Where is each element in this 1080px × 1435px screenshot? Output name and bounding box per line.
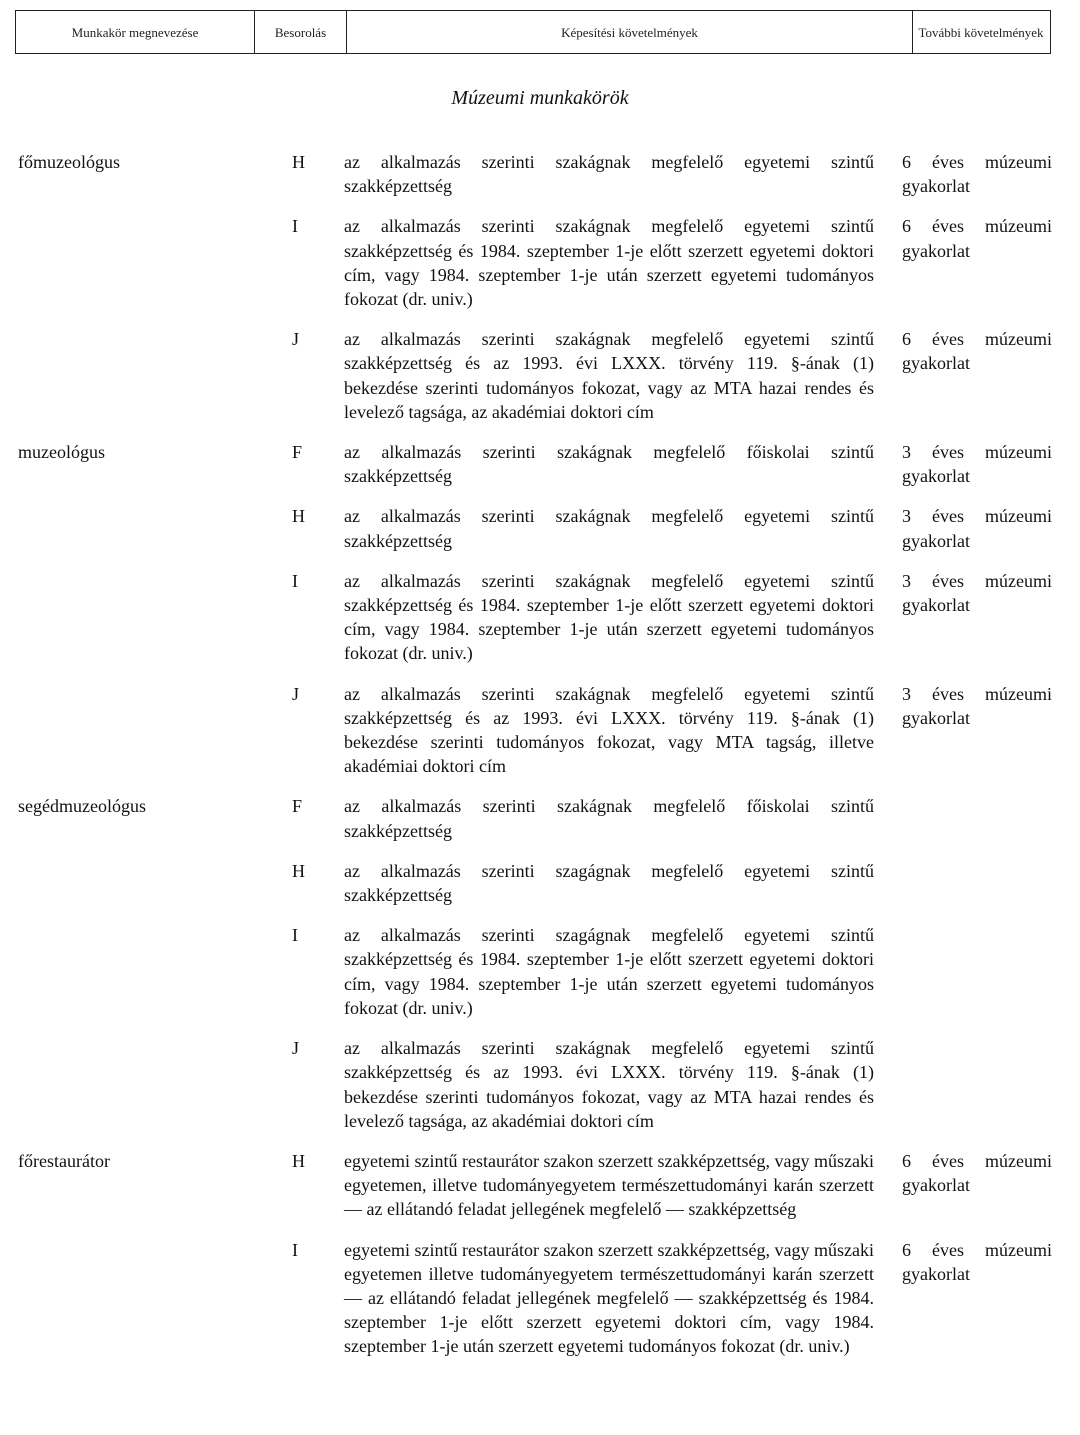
additional-req: 6 éves múzeumi gyakorlat: [902, 1150, 1052, 1196]
qualification: az alkalmazás szerinti szakágnak megfelelő egyetemi szintű szakképzettség és 1984. szeptember 1-je előtt szerzett egyetemi doktori cím, vagy 1984. szeptember 1-je után szerzett egyetemi tudományos fokozat (dr. univ.): [344, 216, 874, 310]
table-row: [0, 1238, 1080, 1359]
job-title: [0, 569, 280, 666]
table-row: [0, 327, 1080, 424]
additional-req: 3 éves múzeumi gyakorlat: [902, 570, 1052, 616]
qualification: az alkalmazás szerinti szakágnak megfelelő egyetemi szintű szakképzettség és az 1993. évi LXXX. törvény 119. §-ának (1) bekezdése szerinti tudományos fokozat, vagy az MTA hazai rendes és levelező tagsága, az akadémiai doktori cím: [344, 1038, 874, 1131]
job-title: muzeológus: [18, 442, 105, 463]
classification: J: [292, 1038, 300, 1059]
job-title: főrestaurátor: [18, 1150, 110, 1171]
job-title: [0, 1238, 280, 1359]
job-title: [0, 327, 280, 424]
table-row: [0, 569, 1080, 666]
classification: J: [292, 329, 300, 350]
qualification: az alkalmazás szerinti szakágnak megfelelő egyetemi szintű szakképzettség: [344, 506, 874, 551]
additional-req: [902, 1036, 1052, 1133]
classification: I: [292, 1239, 298, 1260]
additional-req: 6 éves múzeumi gyakorlat: [902, 329, 1052, 374]
table-row: [0, 440, 1080, 488]
job-title: [0, 1036, 280, 1133]
qualification: az alkalmazás szerinti szakágnak megfelelő egyetemi szintű szakképzettség: [344, 152, 874, 197]
qualification: az alkalmazás szerinti szakágnak megfelelő főiskolai szintű szakképzettség: [344, 796, 874, 841]
table-header: [15, 10, 1051, 54]
job-title: főmuzeológus: [18, 152, 120, 172]
header-classification: Besorolás: [255, 11, 347, 53]
qualification: egyetemi szintű restaurátor szakon szerzett szakképzettség, vagy műszaki egyetemen, illetve tudományegyetem természettudományi karán szerzett — az ellátandó feladat jellegének megfelelő — szakképzettség: [344, 1150, 874, 1220]
job-title: segédmuzeológus: [18, 796, 146, 817]
job-title: [0, 682, 280, 779]
additional-req: 6 éves múzeumi gyakorlat: [902, 1239, 1052, 1284]
header-job-title: Munkakör megnevezése: [16, 11, 255, 53]
table-body: [0, 150, 1080, 1359]
qualification: az alkalmazás szerinti szagágnak megfelelő egyetemi szintű szakképzettség: [344, 860, 874, 906]
additional-req: 6 éves múzeumi gyakorlat: [902, 216, 1052, 261]
classification: J: [292, 683, 300, 704]
classification: I: [292, 216, 298, 237]
table-row: [0, 1149, 1080, 1222]
table-row: [0, 150, 1080, 198]
additional-req: [902, 794, 1052, 842]
header-additional: További követelmények: [918, 24, 1044, 40]
qualification: az alkalmazás szerinti szakágnak megfelelő főiskolai szintű szakképzettség: [344, 442, 874, 487]
classification: F: [292, 796, 303, 817]
table-row: [0, 1036, 1080, 1133]
classification: F: [292, 442, 303, 463]
table-row: [0, 923, 1080, 1020]
table-row: [0, 682, 1080, 779]
qualification: az alkalmazás szerinti szakágnak megfelelő egyetemi szintű szakképzettség és 1984. szeptember 1-je előtt szerzett egyetemi doktori cím, vagy 1984. szeptember 1-je után szerzett egyetemi tudományos fokozat (dr. univ.): [344, 570, 874, 664]
classification: H: [292, 1150, 305, 1171]
classification: I: [292, 570, 298, 591]
table-row: [0, 214, 1080, 311]
classification: H: [292, 506, 305, 527]
table-row: [0, 859, 1080, 907]
qualification: az alkalmazás szerinti szagágnak megfelelő egyetemi szintű szakképzettség és 1984. szeptember 1-je előtt szerzett egyetemi doktori cím, vagy 1984. szeptember 1-je után szerzett egyetemi tudományos fokozat (dr. univ.): [344, 925, 874, 1018]
job-title: [0, 214, 280, 311]
additional-req: [902, 923, 1052, 1020]
job-title: [0, 504, 280, 552]
job-title: [0, 923, 280, 1020]
additional-req: 3 éves múzeumi gyakorlat: [902, 506, 1052, 551]
additional-req: 3 éves múzeumi gyakorlat: [902, 683, 1052, 728]
additional-req: 6 éves múzeumi gyakorlat: [902, 152, 1052, 197]
classification: H: [292, 860, 305, 881]
job-title: [0, 859, 280, 907]
classification: H: [292, 152, 305, 172]
classification: I: [292, 925, 298, 946]
table-row: [0, 794, 1080, 842]
qualification: az alkalmazás szerinti szakágnak megfelelő egyetemi szintű szakképzettség és az 1993. évi LXXX. törvény 119. §-ának (1) bekezdése szerinti tudományos fokozat, vagy MTA tagság, illetve akadémiai doktori cím: [344, 683, 874, 777]
qualification: egyetemi szintű restaurátor szakon szerzett szakképzettség, vagy műszaki egyetemen illetve tudományegyetem természettudományi karán szerzett — az ellátandó feladat jellegének megfelelő — szakképzettség és 1984. szeptember 1-je előtt szerzett egyetemi doktori cím, vagy 1984. szeptember 1-je után szerzett egyetemi tudományos fokozat (dr. univ.): [344, 1239, 874, 1357]
table-row: [0, 504, 1080, 552]
additional-req: [902, 859, 1052, 907]
header-qualification: Képesítési követelmények: [347, 11, 913, 53]
section-title: Múzeumi munkakörök: [451, 87, 629, 109]
additional-req: 3 éves múzeumi gyakorlat: [902, 442, 1052, 487]
qualification: az alkalmazás szerinti szakágnak megfelelő egyetemi szintű szakképzettség és az 1993. évi LXXX. törvény 119. §-ának (1) bekezdése szerinti tudományos fokozat, vagy az MTA hazai rendes és levelező tagsága, az akadémiai doktori cím: [344, 329, 874, 422]
